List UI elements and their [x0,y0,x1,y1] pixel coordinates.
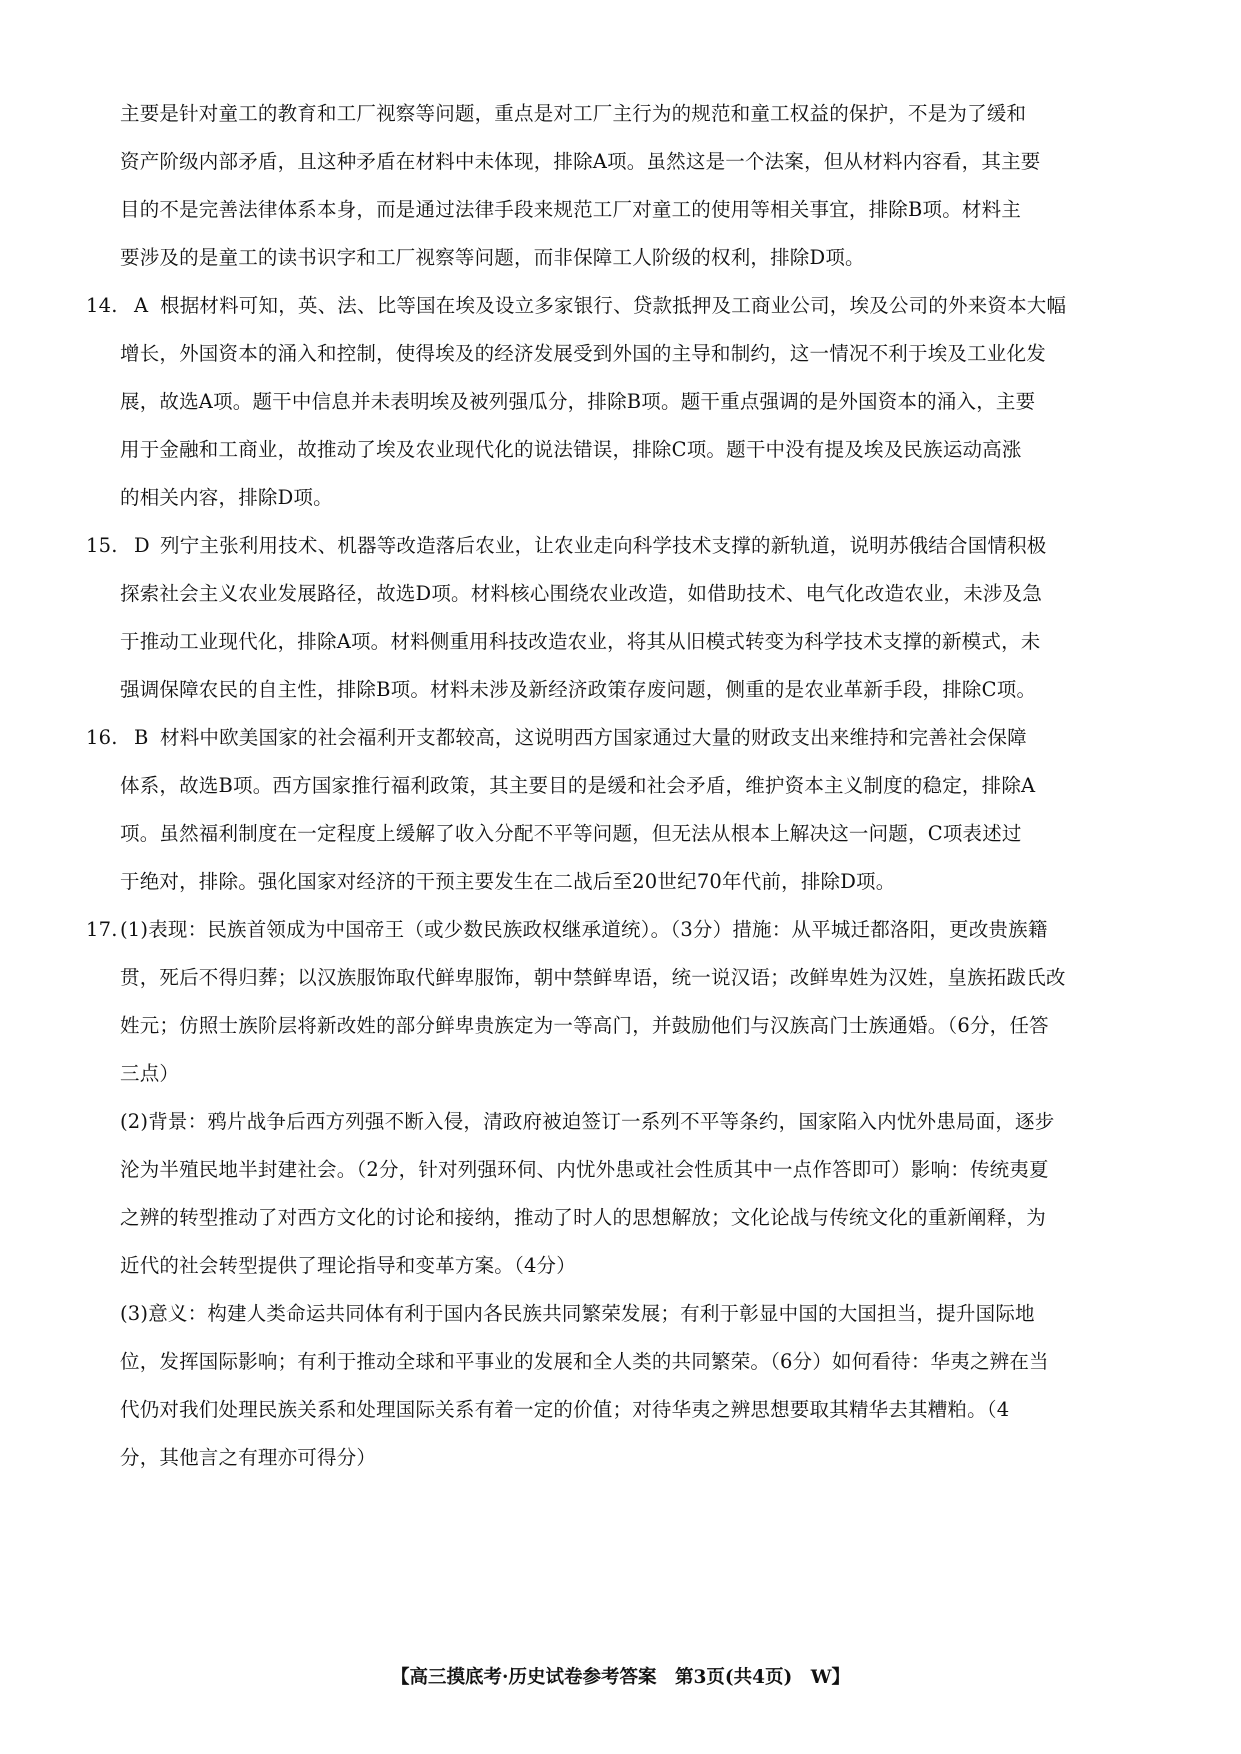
text-line: (1)表现：民族首领成为中国帝王（或少数民族政权继承道统）。（3分）措施：从平城迁都洛阳，更改贵族籍 [120,918,1048,941]
text-line: 三点） [120,1062,180,1085]
text-line: 于绝对，排除。强化国家对经济的干预主要发生在二战后至20世纪70年代前，排除D项。 [120,870,896,893]
text-line: 根据材料可知，英、法、比等国在埃及设立多家银行、贷款抵押及工商业公司，埃及公司的外来资本大幅 [160,294,1067,317]
text-line: 代仍对我们处理民族关系和处理国际关系有着一定的价值；对待华夷之辨思想要取其精华去其糟粕。（4 [120,1398,1010,1421]
question-17-first-line [86,918,1048,942]
text-line: 于推动工业现代化，排除A项。材料侧重用科技改造农业，将其从旧模式转变为科学技术支撑的新模式，未 [120,630,1041,653]
question-14-first-line [86,294,1066,318]
text-line: 姓元；仿照士族阶层将新改姓的部分鲜卑贵族定为一等高门，并鼓励他们与汉族高门士族通婚。（6分，任答 [120,1014,1049,1037]
text-line: (3)意义：构建人类命运共同体有利于国内各民族共同繁荣发展；有利于彰显中国的大国担当，提升国际地 [120,1302,1035,1325]
text-line: 贯，死后不得归葬；以汉族服饰取代鲜卑服饰，朝中禁鲜卑语，统一说汉语；改鲜卑姓为汉姓，皇族拓跋氏改 [120,966,1066,989]
text-line: 列宁主张利用技术、机器等改造落后农业，让农业走向科学技术支撑的新轨道，说明苏俄结合国情积极 [160,534,1047,557]
question-number: 15. [86,534,118,557]
text-line: 展，故选A项。题干中信息并未表明埃及被列强瓜分，排除B项。题干重点强调的是外国资本的涌入，主要 [120,390,1036,413]
answer-letter: A [134,294,149,317]
answer-letter: D [134,534,150,557]
text-line: 资产阶级内部矛盾，且这种矛盾在材料中未体现，排除A项。虽然这是一个法案，但从材料内容看，其主要 [120,150,1041,173]
text-line: 要涉及的是童工的读书识字和工厂视察等问题，而非保障工人阶级的权利，排除D项。 [120,246,865,269]
question-number: 16. [86,726,118,749]
page-footer: 【高三摸底考·历史试卷参考答案 第3页(共4页) W】 [391,1667,850,1688]
text-line: 分，其他言之有理亦可得分） [120,1446,377,1469]
text-line: 体系，故选B项。西方国家推行福利政策，其主要目的是缓和社会矛盾，维护资本主义制度的稳定，排除A [120,774,1036,797]
question-16-first-line [86,726,1027,750]
question-number: 14. [86,294,118,317]
text-line: 材料中欧美国家的社会福利开支都较高，这说明西方国家通过大量的财政支出来维持和完善社会保障 [160,726,1027,749]
question-15-first-line [86,534,1047,558]
text-line: 目的不是完善法律体系本身，而是通过法律手段来规范工厂对童工的使用等相关事宜，排除B项。材料主 [120,198,1022,221]
text-line: (2)背景：鸦片战争后西方列强不断入侵，清政府被迫签订一系列不平等条约，国家陷入内忧外患局面，逐步 [120,1110,1055,1133]
question-number: 17. [86,918,118,941]
text-line: 项。虽然福利制度在一定程度上缓解了收入分配不平等问题，但无法从根本上解决这一问题，C项表述过 [120,822,1022,845]
text-line: 增长，外国资本的涌入和控制，使得埃及的经济发展受到外国的主导和制约，这一情况不利于埃及工业化发 [120,342,1046,365]
text-line: 强调保障农民的自主性，排除B项。材料未涉及新经济政策存废问题，侧重的是农业革新手段，排除C项。 [120,678,1037,701]
text-line: 主要是针对童工的教育和工厂视察等问题，重点是对工厂主行为的规范和童工权益的保护，不是为了缓和 [120,102,1027,125]
text-line: 沦为半殖民地半封建社会。（2分，针对列强环伺、内忧外患或社会性质其中一点作答即可）影响：传统夷夏 [120,1158,1049,1181]
text-line: 之辨的转型推动了对西方文化的讨论和接纳，推动了时人的思想解放；文化论战与传统文化的重新阐释，为 [120,1206,1046,1229]
text-line: 用于金融和工商业，故推动了埃及农业现代化的说法错误，排除C项。题干中没有提及埃及民族运动高涨 [120,438,1022,461]
text-line: 近代的社会转型提供了理论指导和变革方案。（4分） [120,1254,576,1277]
text-line: 探索社会主义农业发展路径，故选D项。材料核心围绕农业改造，如借助技术、电气化改造农业，未涉及急 [120,582,1043,605]
answer-letter: B [134,726,149,749]
text-line: 位，发挥国际影响；有利于推动全球和平事业的发展和全人类的共同繁荣。（6分）如何看待：华夷之辨在当 [120,1350,1049,1373]
text-line: 的相关内容，排除D项。 [120,486,333,509]
